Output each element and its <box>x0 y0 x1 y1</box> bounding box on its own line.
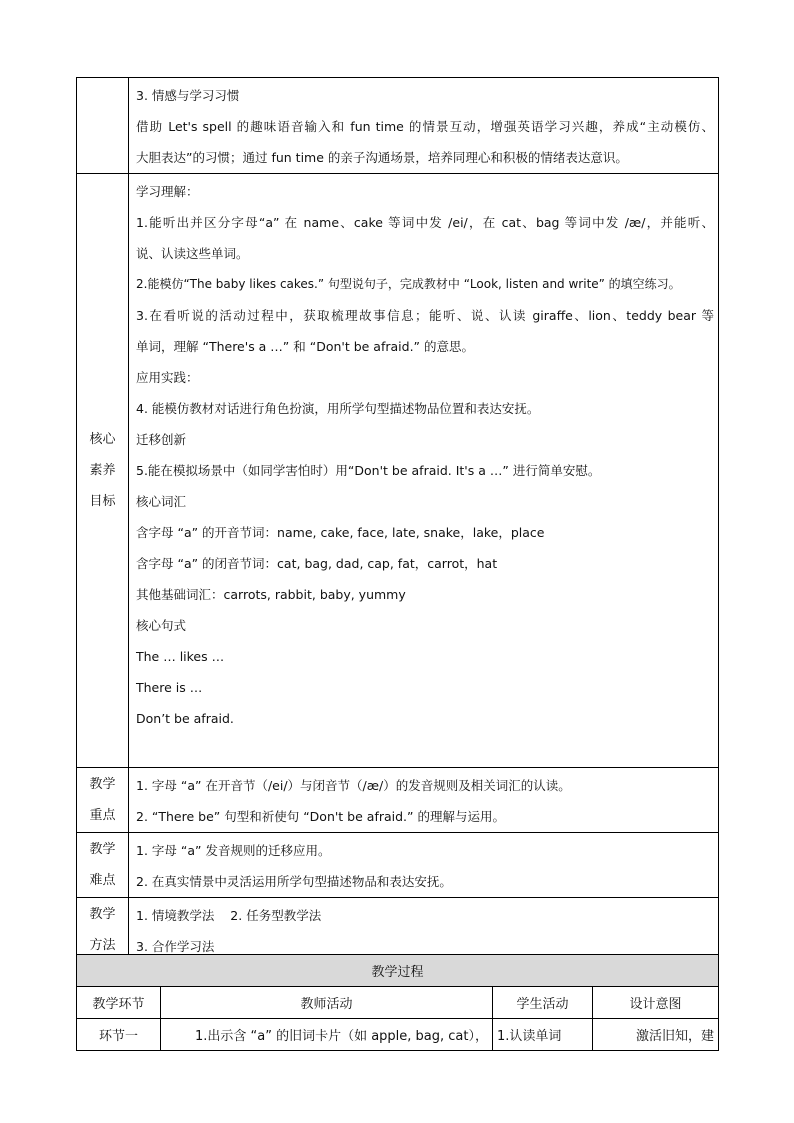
goals-line: 2.能模仿“The baby likes cakes.” 句型说句子，完成教材中 “Look, listen and write” 的填空练习。 <box>136 277 681 291</box>
header-teacher-activity: 教师活动 <box>161 987 493 1019</box>
affect-row <box>77 78 719 174</box>
process-header-row <box>77 987 719 1019</box>
process-student-activity: 1.认读单词 <box>493 1019 593 1051</box>
key-point-line: 1. 字母 “a” 在开音节（/ei/）与闭音节（/æ/）的发音规则及相关词汇的认读。 <box>136 778 571 793</box>
header-design-intent: 设计意图 <box>593 987 719 1019</box>
affect-label-cell <box>77 78 129 174</box>
difficulties-content <box>129 833 719 898</box>
goals-subheading: 核心词汇 <box>136 494 187 509</box>
goals-subheading: 核心句式 <box>136 618 187 633</box>
goals-line: 4. 能模仿教材对话进行角色扮演，用所学句型描述物品位置和表达安抚。 <box>136 401 540 416</box>
header-stage: 教学环节 <box>77 987 161 1019</box>
methods-label: 教学 方法 <box>77 898 129 963</box>
process-title: 教学过程 <box>77 955 719 987</box>
goals-content <box>129 174 719 768</box>
goals-line: 5.能在模拟场景中（如同学害怕时）用“Don't be afraid. It's a …” 进行简单安慰。 <box>136 463 601 478</box>
goals-line: 1.能听出并区分字母“a” 在 name、cake 等词中发 /ei/，在 cat、bag 等词中发 /æ/，并能听、 <box>136 215 714 230</box>
process-teacher-activity: 1.出示含 “a” 的旧词卡片（如 apple, bag, cat）， <box>161 1019 493 1051</box>
process-design-intent: 激活旧知，建 <box>593 1019 719 1051</box>
goals-line: 3.在看听说的活动过程中，获取梳理故事信息；能听、说、认读 giraffe、lion、teddy bear 等 <box>136 308 714 323</box>
process-title-row <box>77 955 719 987</box>
goals-subheading: 应用实践： <box>136 370 199 385</box>
difficulties-row <box>77 833 719 898</box>
goals-label: 核心 素养 目标 <box>77 174 129 768</box>
vocab-line: 其他基础词汇：carrots, rabbit, baby, yummy <box>136 587 406 602</box>
sentence-pattern: Don’t be afraid. <box>136 711 234 726</box>
difficulty-line: 1. 字母 “a” 发音规则的迁移应用。 <box>136 843 331 858</box>
key-points-row <box>77 768 719 833</box>
affect-content <box>129 78 719 174</box>
affect-line: 借助 Let's spell 的趣味语音输入和 fun time 的情景互动，增强英语学习兴趣，养成“主动模仿、 <box>136 119 714 134</box>
teaching-process-table <box>76 954 719 1051</box>
difficulty-line: 2. 在真实情景中灵活运用所学句型描述物品和表达安抚。 <box>136 874 452 889</box>
process-row <box>77 1019 719 1051</box>
process-stage: 环节一 <box>77 1019 161 1051</box>
vocab-line: 含字母 “a” 的闭音节词：cat, bag, dad, cap, fat，carrot，hat <box>136 556 498 571</box>
method-line: 1. 情境教学法 2. 任务型教学法 <box>136 908 322 923</box>
affect-heading: 3. 情感与学习习惯 <box>136 88 240 103</box>
goals-subheading: 迁移创新 <box>136 432 187 447</box>
method-line: 3. 合作学习法 <box>136 939 215 954</box>
affect-line: 大胆表达”的习惯；通过 fun time 的亲子沟通场景，培养同理心和积极的情绪表达意识。 <box>136 150 628 165</box>
lesson-plan-table <box>76 77 719 963</box>
key-points-content <box>129 768 719 833</box>
key-point-line: 2. “There be” 句型和祈使句 “Don't be afraid.” 的理解与运用。 <box>136 809 505 824</box>
goals-line: 单词，理解 “There's a …” 和 “Don't be afraid.” 的意思。 <box>136 339 475 354</box>
goals-row <box>77 174 719 768</box>
sentence-pattern: There is … <box>136 680 203 695</box>
goals-line: 说、认读这些单词。 <box>136 246 249 261</box>
methods-row <box>77 898 719 963</box>
difficulties-label: 教学 难点 <box>77 833 129 898</box>
sentence-pattern: The … likes … <box>136 649 225 664</box>
vocab-line: 含字母 “a” 的开音节词：name, cake, face, late, snake，lake，place <box>136 525 545 540</box>
header-student-activity: 学生活动 <box>493 987 593 1019</box>
goals-subheading: 学习理解： <box>136 184 199 199</box>
key-points-label: 教学 重点 <box>77 768 129 833</box>
methods-content <box>129 898 719 963</box>
